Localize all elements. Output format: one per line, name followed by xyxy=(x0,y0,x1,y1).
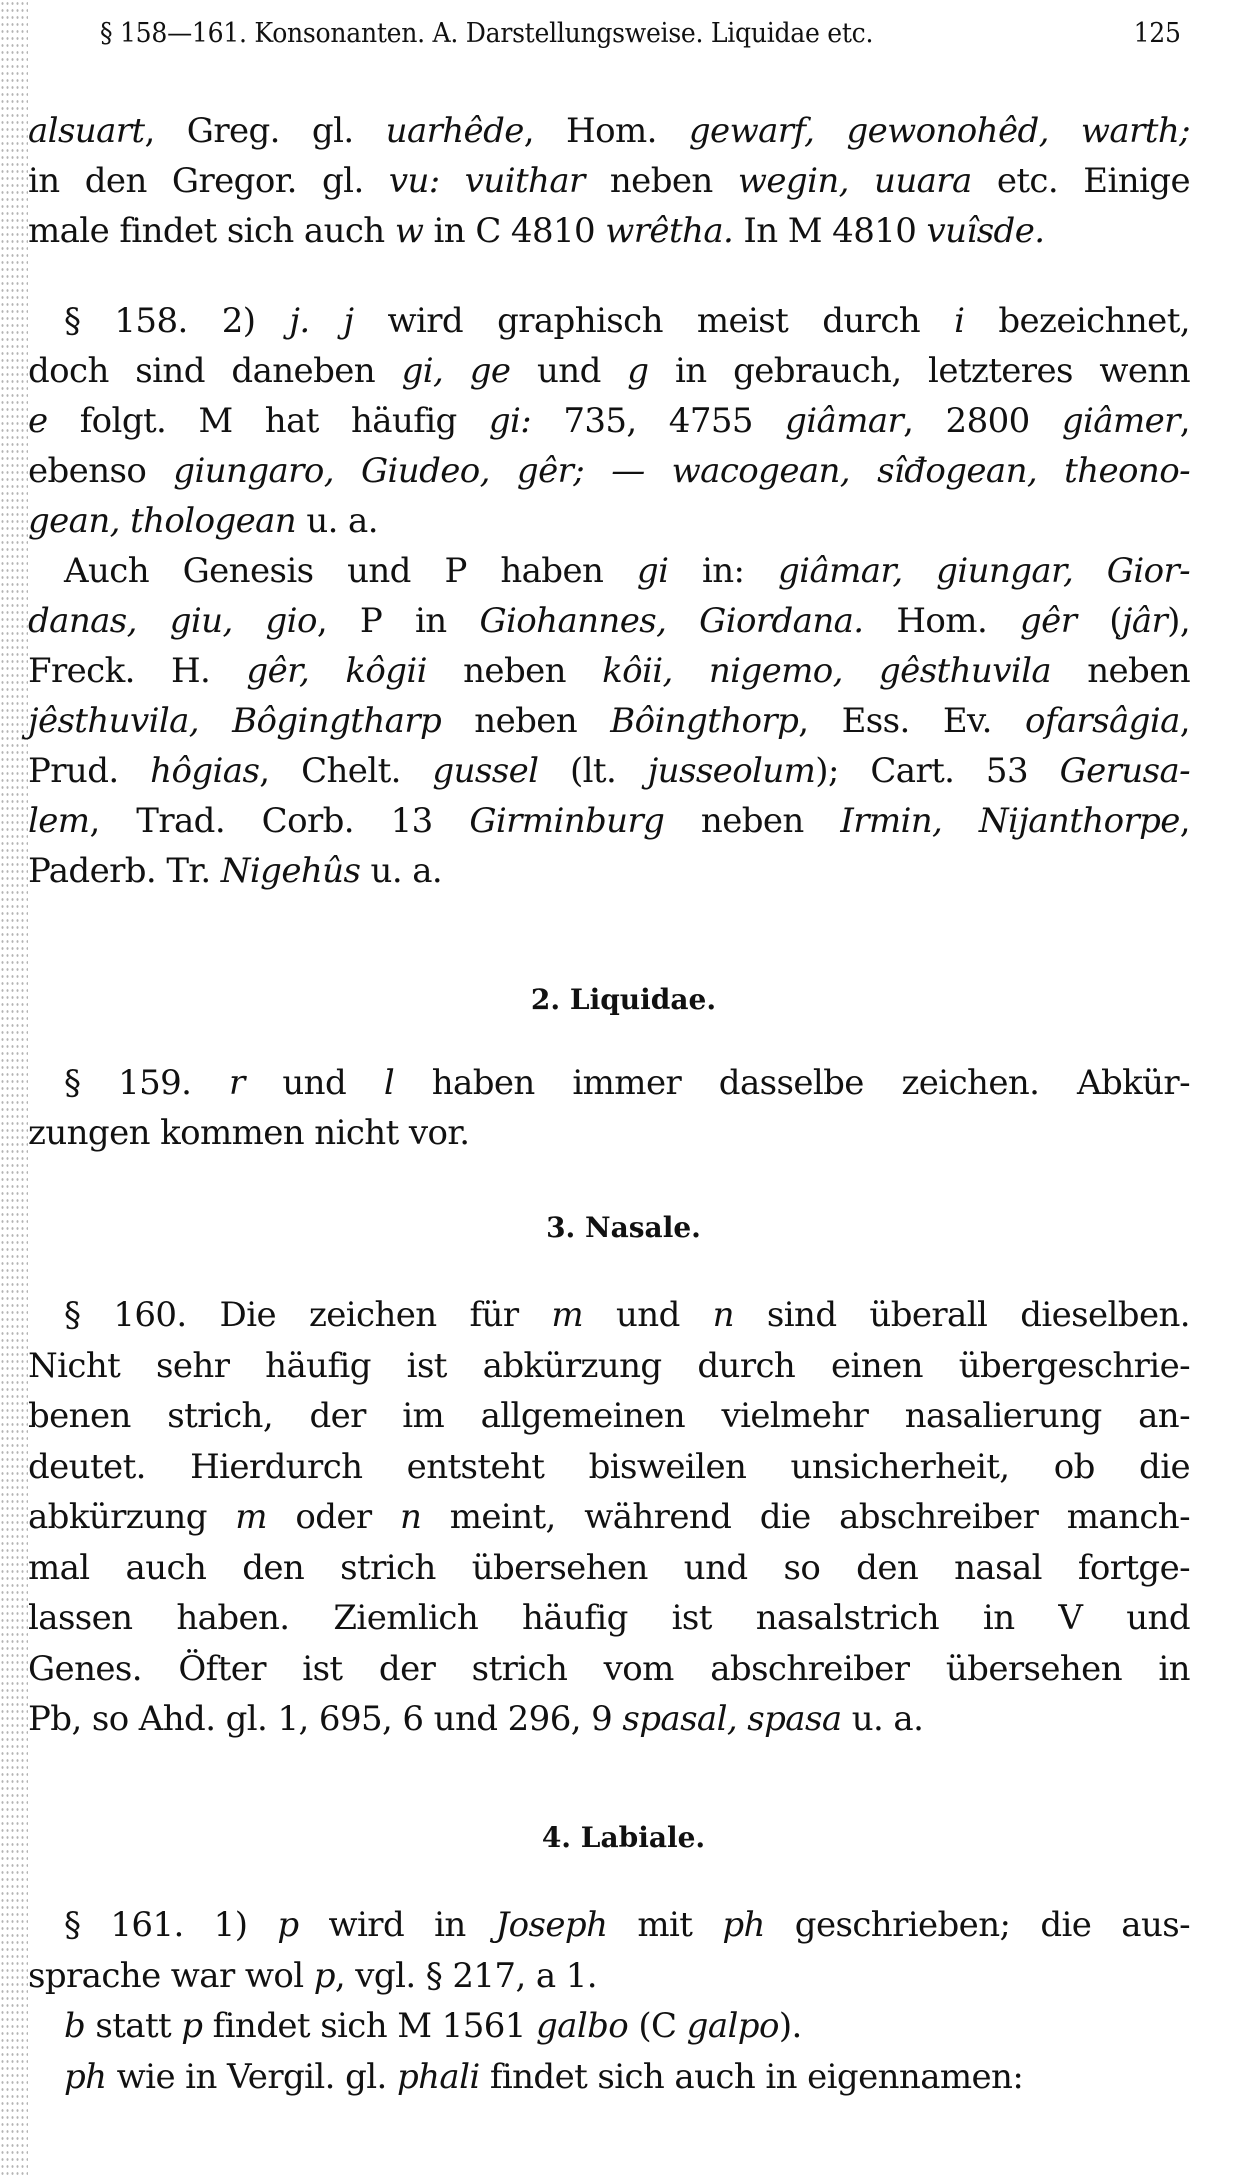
text-run: und xyxy=(244,1063,384,1103)
italic-term: hôgias xyxy=(150,751,260,791)
italic-term: lem xyxy=(28,801,90,841)
section-heading-liquidae: 2. Liquidae. xyxy=(530,983,717,1016)
text-run: u. a. xyxy=(296,501,378,541)
text-line xyxy=(64,1900,1190,1950)
italic-term: Joseph xyxy=(495,1905,608,1945)
italic-term: gean, thologean xyxy=(28,501,297,541)
text-run: statt xyxy=(85,2006,182,2046)
text-run: , Chelt. xyxy=(259,751,433,791)
italic-term: m xyxy=(551,1295,584,1335)
italic-term: jâr xyxy=(1121,601,1168,641)
running-header xyxy=(100,14,1181,54)
italic-term: phali xyxy=(396,2056,480,2097)
text-line xyxy=(64,2001,1190,2051)
italic-term: kôii, nigemo, gêsthuvila xyxy=(602,651,1052,691)
italic-term: Nigehûs xyxy=(220,851,361,891)
italic-term: danas, giu, gio xyxy=(28,601,317,641)
text-run: in: xyxy=(668,551,779,591)
italic-term: gi xyxy=(636,551,669,591)
italic-term: Irmin, Nijanthorpe xyxy=(840,801,1180,841)
italic-term: jusseolum xyxy=(647,751,816,791)
text-run: mit xyxy=(607,1905,723,1945)
text-line xyxy=(28,346,1190,396)
text-line xyxy=(28,1341,1190,1391)
text-line xyxy=(64,296,1190,346)
italic-term: i xyxy=(954,301,965,341)
italic-term: m xyxy=(235,1497,267,1537)
italic-term: w xyxy=(394,211,424,251)
text-run: u. a. xyxy=(360,851,443,891)
text-line xyxy=(28,696,1190,746)
text-run: ebenso xyxy=(28,451,174,491)
text-run: Prud. xyxy=(28,751,151,791)
text-run: , 2800 xyxy=(903,401,1062,441)
italic-term: vuîsde. xyxy=(926,211,1045,251)
text-run: etc. Einige xyxy=(971,161,1190,201)
italic-term: gêr, kôgii xyxy=(246,651,427,691)
italic-term: g xyxy=(627,351,649,391)
text-run: in gebrauch, letzteres wenn xyxy=(648,351,1190,391)
italic-term: gêr xyxy=(1020,601,1077,641)
italic-term: giungaro, Giudeo, gêr; — wacogean, sîđogean, theono- xyxy=(173,451,1190,491)
text-run: findet sich auch in eigennamen: xyxy=(479,2056,1024,2097)
italic-term: n xyxy=(400,1497,422,1537)
text-run: Hom. xyxy=(863,601,1021,641)
text-run: 735, 4755 xyxy=(531,401,786,441)
text-run: , P in xyxy=(316,601,480,641)
italic-term: ph xyxy=(64,2056,107,2097)
text-run: Pb, so Ahd. gl. 1, 695, 6 und 296, 9 xyxy=(28,1699,623,1739)
text-run: oder xyxy=(266,1497,401,1537)
text-run: § 161. 1) xyxy=(64,1905,278,1945)
text-run: und xyxy=(510,351,628,391)
text-run: male findet sich auch xyxy=(28,211,395,251)
italic-term: giâmar xyxy=(785,401,904,441)
italic-term: gi, ge xyxy=(401,351,511,391)
text-run: u. a. xyxy=(841,1699,924,1739)
text-run: zungen kommen nicht vor. xyxy=(28,1113,470,1153)
text-line xyxy=(28,1492,1190,1542)
text-line xyxy=(28,1442,1190,1492)
text-run: doch sind daneben xyxy=(28,351,402,391)
text-run: neben xyxy=(1051,651,1191,691)
text-run: neben xyxy=(664,801,841,841)
italic-term: galbo xyxy=(536,2006,629,2046)
italic-term: gussel xyxy=(432,751,539,791)
italic-term: ph xyxy=(722,1905,765,1945)
text-line xyxy=(28,1644,1190,1694)
text-run: , vgl. § 217, a 1. xyxy=(334,1955,597,1996)
italic-term: alsuart xyxy=(28,111,145,151)
text-run: § 159. xyxy=(64,1063,230,1103)
text-run: in C 4810 xyxy=(423,211,606,251)
text-run: sprache war wol xyxy=(28,1955,314,1996)
text-line xyxy=(28,446,1190,496)
text-run: , Trad. Corb. 13 xyxy=(89,801,470,841)
text-run: deutet. Hierdurch entsteht bisweilen unsicherheit, ob die xyxy=(28,1446,1190,1487)
text-line xyxy=(28,106,1190,156)
text-line xyxy=(28,596,1190,646)
text-run: folgt. M hat häufig xyxy=(47,401,489,441)
text-run: und xyxy=(583,1295,713,1335)
italic-term: j. j xyxy=(289,301,354,341)
text-run: § 158. 2) xyxy=(64,301,290,341)
text-line xyxy=(28,796,1190,846)
text-line xyxy=(28,846,1190,896)
text-line xyxy=(64,1290,1190,1340)
text-run: Genes. Öfter ist der strich vom abschreiber übersehen in xyxy=(28,1648,1190,1689)
italic-term: p xyxy=(181,2006,203,2046)
text-run: ), xyxy=(1167,601,1191,641)
text-run: benen strich, der im allgemeinen vielmehr nasalierung an- xyxy=(28,1396,1190,1436)
text-run: ). xyxy=(778,2006,802,2046)
italic-term: gewarf, gewonohêd, warth; xyxy=(688,111,1190,151)
text-run: § 160. Die zeichen für xyxy=(64,1295,552,1335)
text-line xyxy=(28,1108,1190,1158)
text-run: Auch Genesis und P haben xyxy=(64,551,637,591)
text-line xyxy=(64,1058,1190,1108)
text-run: neben xyxy=(584,161,738,201)
text-run: geschrieben; die aus- xyxy=(764,1905,1190,1945)
section-heading-nasale: 3. Nasale. xyxy=(546,1211,701,1244)
text-line xyxy=(64,2052,1190,2102)
text-run: mal auch den strich übersehen und so den nasal fortge- xyxy=(28,1547,1190,1588)
text-line xyxy=(28,1543,1190,1593)
text-line xyxy=(28,1593,1190,1643)
text-run: , Ess. Ev. xyxy=(798,701,1025,741)
italic-term: r xyxy=(229,1063,245,1103)
text-run: (lt. xyxy=(538,751,648,791)
running-title: § 158—161. Konsonanten. A. Darstellungsweise. Liquidae etc. xyxy=(100,18,874,49)
italic-term: spasal, spasa xyxy=(622,1699,842,1739)
text-run: In M 4810 xyxy=(733,211,927,251)
text-line xyxy=(28,1951,1190,2001)
italic-term: giâmar, giungar, Gior- xyxy=(778,551,1191,591)
text-run: , xyxy=(1179,401,1190,441)
italic-term: ofarsâgia xyxy=(1024,701,1180,741)
text-run: Paderb. Tr. xyxy=(28,851,221,891)
text-line xyxy=(28,746,1190,796)
text-run: , xyxy=(1179,701,1190,741)
italic-term: gi: xyxy=(488,401,532,441)
text-run: neben xyxy=(426,651,603,691)
italic-term: giâmer xyxy=(1061,401,1180,441)
italic-term: vu: vuithar xyxy=(388,161,585,201)
text-run: wird in xyxy=(298,1905,496,1945)
italic-term: p xyxy=(277,1905,299,1945)
italic-term: p xyxy=(313,1955,335,1996)
text-run: , Greg. gl. xyxy=(144,111,386,151)
text-line xyxy=(28,396,1190,446)
text-run: wird graphisch meist durch xyxy=(353,301,955,341)
text-run: ); Cart. 53 xyxy=(815,751,1060,791)
text-line xyxy=(28,646,1190,696)
text-run: lassen haben. Ziemlich häufig ist nasalstrich in V und xyxy=(28,1598,1190,1638)
text-run: findet sich M 1561 xyxy=(202,2006,537,2046)
italic-term: Girminburg xyxy=(469,801,665,841)
text-run: neben xyxy=(441,701,611,741)
italic-term: Bôingthorp xyxy=(610,701,799,741)
italic-term: n xyxy=(712,1295,734,1335)
text-run: bezeichnet, xyxy=(964,301,1190,341)
italic-term: jêsthuvila, Bôgingtharp xyxy=(28,701,442,741)
text-run: , Hom. xyxy=(523,111,689,151)
text-run: wie in Vergil. gl. xyxy=(106,2056,397,2097)
page-number: 125 xyxy=(1133,18,1181,49)
text-run: ( xyxy=(1076,601,1122,641)
text-line xyxy=(28,156,1190,206)
text-run: (C xyxy=(628,2006,687,2046)
italic-term: uarhêde xyxy=(385,111,524,151)
text-run: sind überall dieselben. xyxy=(733,1295,1191,1335)
text-line xyxy=(28,1694,1190,1744)
italic-term: e xyxy=(28,401,48,441)
text-run: in den Gregor. gl. xyxy=(28,161,389,201)
text-line xyxy=(28,1391,1190,1441)
text-run: abkürzung xyxy=(28,1497,236,1537)
text-line xyxy=(64,546,1190,596)
text-line xyxy=(28,206,1190,256)
text-run: Freck. H. xyxy=(28,651,247,691)
section-heading-labiale: 4. Labiale. xyxy=(541,1821,706,1854)
italic-term: wrêtha. xyxy=(605,211,734,251)
text-line xyxy=(28,496,1190,546)
italic-term: l xyxy=(383,1063,395,1103)
italic-term: galpo xyxy=(686,2006,779,2046)
text-run: meint, während die abschreiber manch- xyxy=(421,1497,1190,1537)
italic-term: Giohannes, Giordana. xyxy=(479,601,864,641)
italic-term: b xyxy=(64,2006,86,2046)
text-run: haben immer dasselbe zeichen. Abkür- xyxy=(394,1063,1190,1103)
text-run: , xyxy=(1179,801,1191,841)
italic-term: wegin, uuara xyxy=(737,161,972,201)
italic-term: Gerusa- xyxy=(1059,751,1191,791)
text-run: Nicht sehr häufig ist abkürzung durch einen übergeschrie- xyxy=(28,1345,1190,1386)
